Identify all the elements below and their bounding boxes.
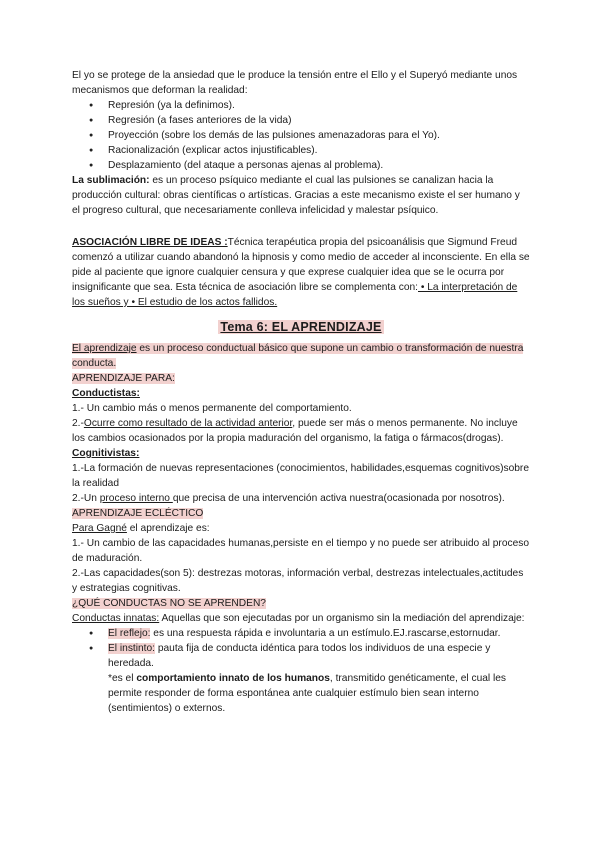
sublimation-paragraph: [72, 173, 530, 218]
sublimation-text: es un proceso psíquico mediante el cual las pulsiones se canalizan hacia la producción cultural: obras científicas o artísticas. Gracias a este mecanismo existe el ser humano y el progreso cultural, que necesariamente conlleva infelicidad y malestar psíquico.: [72, 175, 520, 216]
list-item: ● Represión (ya la definimos).: [72, 98, 530, 113]
learning-term: El aprendizaje: [72, 343, 137, 354]
eclectic-heading: APRENDIZAJE ECLÉCTICO: [72, 508, 204, 519]
not-learned-heading: ¿QUÉ CONDUCTAS NO SE APRENDEN?: [72, 598, 266, 609]
cognitivists-point-2: 2.-Un proceso interno que precisa de una intervención activa nuestra(ocasionada por nosotros).: [72, 493, 505, 504]
list-item: ● El reflejo: es una respuesta rápida e involuntaria a un estímulo.EJ.rascarse,estornudar.: [72, 626, 530, 641]
defense-mechanisms-list: [72, 98, 530, 173]
gagne-point-1: 1.- Un cambio de las capacidades humanas,persiste en el tiempo y no puede ser atribuido al proceso de maduración.: [72, 538, 530, 564]
behaviorists-point-1: 1.- Un cambio más o menos permanente del comportamiento.: [72, 403, 352, 414]
cognitivists-point-1: 1.-La formación de nuevas representaciones (conocimientos, habilidades,esquemas cognitivos)sobre la realidad: [72, 463, 529, 489]
instinct-note: *es el comportamiento innato de los humanos, transmitido genéticamente, el cual les permite responder de forma espontánea ante cualquier estímulo bien sean interno (sentimientos) o externos.: [108, 673, 507, 714]
free-association-text: Técnica terapéutica propia del psicoanálisis que Sigmund Freud comenzó a utilizar cuando abandonó la hipnosis y como medio de acceder al inconsciente. En ella se pide al paciente que ignore cualquier censura y que exprese cualquier idea que se le ocurra por insignificante que sea. Esta técnica de asociación libre se complementa con:: [72, 237, 530, 293]
list-item: ● Desplazamiento (del ataque a personas ajenas al problema).: [72, 158, 530, 173]
list-item: ● El instinto: pauta fija de conducta idéntica para todos los individuos de una especie y heredada.: [72, 641, 530, 671]
behaviorists-heading: Conductistas:: [72, 388, 140, 399]
sublimation-label: La sublimación:: [72, 175, 150, 186]
innate-list: [72, 626, 530, 671]
list-item: ● Proyección (sobre los demás de las pulsiones amenazadoras para el Yo).: [72, 128, 530, 143]
behaviorists-point-2: 2.-Ocurre como resultado de la actividad anterior, puede ser más o menos permanente. No incluye los cambios ocasionados por la propia maduración del organismo, la fatiga o fármacos(drogas).: [72, 418, 518, 444]
gagne-point-2: 2.-Las capacidades(son 5): destrezas motoras, información verbal, destrezas intelectuales,actitudes y estrategias cognitivas.: [72, 568, 524, 594]
section-title: Tema 6: EL APRENDIZAJE: [220, 320, 382, 334]
learning-for-heading: APRENDIZAJE PARA:: [72, 373, 175, 384]
cognitivists-heading: Cognitivistas:: [72, 448, 140, 459]
intro-paragraph: El yo se protege de la ansiedad que le produce la tensión entre el Ello y el Superyó mediante unos mecanismos que deforman la realidad:: [72, 70, 518, 96]
innate-behaviors: Conductas innatas: Aquellas que son ejecutadas por un organismo sin la mediación del aprendizaje:: [72, 613, 525, 624]
gagne-intro: Para Gagné el aprendizaje es:: [72, 523, 210, 534]
free-association-complement: • La interpretación de los sueños y • El estudio de los actos fallidos.: [72, 282, 518, 308]
list-item: ● Regresión (a fases anteriores de la vida): [72, 113, 530, 128]
document-page: [72, 68, 530, 716]
reflex-term: El reflejo:: [108, 628, 151, 639]
free-association-paragraph: [72, 235, 530, 310]
instinct-term: El instinto:: [108, 643, 155, 654]
learning-def-text: es un proceso conductual básico que supone un cambio o transformación de nuestra conducta.: [72, 343, 524, 369]
list-item: ● Racionalización (explicar actos injustificables).: [72, 143, 530, 158]
learning-definition: [72, 341, 530, 371]
free-association-label: ASOCIACIÓN LIBRE DE IDEAS :: [72, 237, 228, 248]
